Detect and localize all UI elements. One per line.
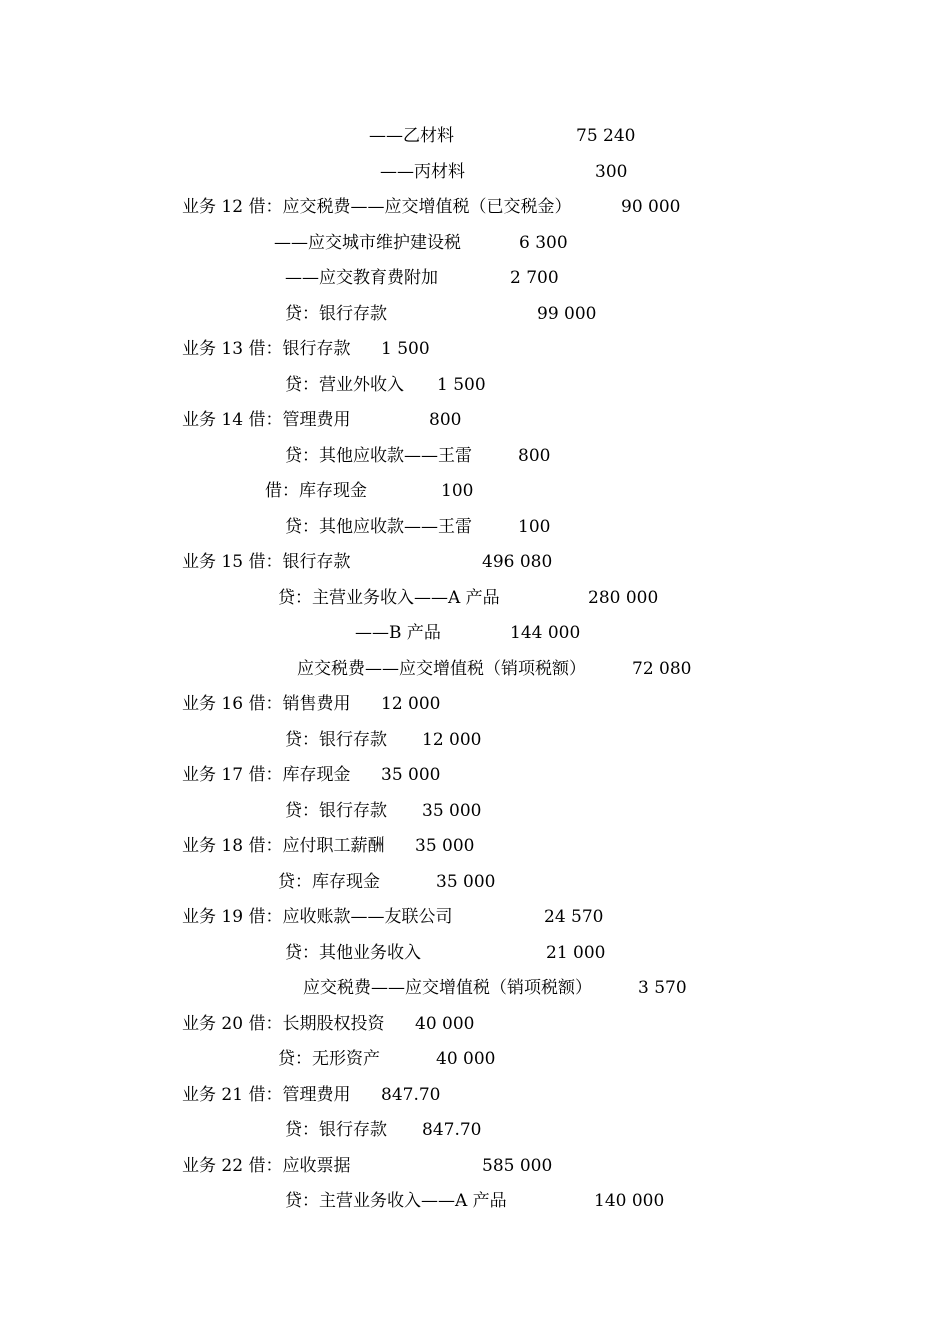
entry-label: 贷：库存现金 [278, 872, 380, 892]
entry-amount: 35 000 [422, 801, 482, 821]
journal-line [0, 263, 950, 293]
entry-amount: 35 000 [415, 836, 475, 856]
entry-label: 贷：其他业务收入 [285, 943, 421, 963]
entry-amount: 99 000 [537, 304, 597, 324]
entry-label: 业务 12 借：应交税费——应交增值税（已交税金） [182, 197, 572, 217]
journal-line [0, 1044, 950, 1074]
entry-label: 业务 14 借：管理费用 [182, 410, 351, 430]
entry-label: 业务 20 借：长期股权投资 [182, 1014, 385, 1034]
journal-line [0, 831, 950, 861]
entry-amount: 40 000 [415, 1014, 475, 1034]
entry-label: 业务 21 借：管理费用 [182, 1085, 351, 1105]
entry-label: 贷：银行存款 [285, 1120, 387, 1140]
entry-label: 贷：主营业务收入——A 产品 [285, 1191, 507, 1211]
entry-amount: 12 000 [381, 694, 441, 714]
journal-line [0, 796, 950, 826]
journal-line [0, 405, 950, 435]
entry-label: ——B 产品 [355, 623, 441, 643]
entry-label: 业务 22 借：应收票据 [182, 1156, 351, 1176]
entry-label: 业务 19 借：应收账款——友联公司 [182, 907, 453, 927]
entry-label: 应交税费——应交增值税（销项税额） [297, 659, 586, 679]
entry-label: 业务 16 借：销售费用 [182, 694, 351, 714]
journal-line [0, 441, 950, 471]
journal-line [0, 228, 950, 258]
entry-amount: 6 300 [519, 233, 568, 253]
entry-amount: 12 000 [422, 730, 482, 750]
entry-amount: 72 080 [632, 659, 692, 679]
journal-line [0, 654, 950, 684]
journal-line [0, 938, 950, 968]
entry-amount: 100 [441, 481, 474, 501]
entry-label: 贷：银行存款 [285, 730, 387, 750]
journal-line [0, 1080, 950, 1110]
entry-amount: 847.70 [422, 1120, 482, 1140]
entry-amount: 90 000 [621, 197, 681, 217]
entry-amount: 140 000 [594, 1191, 665, 1211]
entry-label: 贷：无形资产 [278, 1049, 380, 1069]
journal-line [0, 512, 950, 542]
entry-label: 贷：银行存款 [285, 304, 387, 324]
entry-amount: 35 000 [381, 765, 441, 785]
journal-line [0, 334, 950, 364]
journal-line [0, 1009, 950, 1039]
journal-line [0, 760, 950, 790]
entry-amount: 100 [518, 517, 551, 537]
entry-label: 贷：其他应收款——王雷 [285, 446, 472, 466]
entry-label: 应交税费——应交增值税（销项税额） [303, 978, 592, 998]
entry-label: 借：库存现金 [265, 481, 367, 501]
journal-line [0, 476, 950, 506]
entry-amount: 35 000 [436, 872, 496, 892]
journal-line [0, 192, 950, 222]
entry-label: 贷：主营业务收入——A 产品 [278, 588, 500, 608]
entry-amount: 40 000 [436, 1049, 496, 1069]
entry-amount: 75 240 [576, 126, 636, 146]
entry-label: 贷：银行存款 [285, 801, 387, 821]
journal-line [0, 1151, 950, 1181]
journal-line [0, 121, 950, 151]
journal-line [0, 618, 950, 648]
journal-line [0, 157, 950, 187]
entry-label: 业务 17 借：库存现金 [182, 765, 351, 785]
journal-line [0, 689, 950, 719]
entry-label: 业务 15 借：银行存款 [182, 552, 351, 572]
journal-line [0, 973, 950, 1003]
entry-amount: 800 [429, 410, 462, 430]
entry-amount: 2 700 [510, 268, 559, 288]
journal-line [0, 370, 950, 400]
entry-amount: 144 000 [510, 623, 581, 643]
entry-label: ——应交教育费附加 [285, 268, 438, 288]
entry-label: 业务 13 借：银行存款 [182, 339, 351, 359]
journal-line [0, 1115, 950, 1145]
entry-label: ——乙材料 [369, 126, 454, 146]
entry-amount: 847.70 [381, 1085, 441, 1105]
entry-amount: 585 000 [482, 1156, 553, 1176]
journal-line [0, 902, 950, 932]
entry-label: ——应交城市维护建设税 [274, 233, 461, 253]
journal-line [0, 725, 950, 755]
journal-line [0, 299, 950, 329]
entry-amount: 800 [518, 446, 551, 466]
entry-amount: 24 570 [544, 907, 604, 927]
entry-amount: 280 000 [588, 588, 659, 608]
entry-label: 贷：营业外收入 [285, 375, 404, 395]
entry-amount: 3 570 [638, 978, 687, 998]
journal-line [0, 583, 950, 613]
entry-amount: 496 080 [482, 552, 553, 572]
entry-amount: 1 500 [381, 339, 430, 359]
entry-amount: 300 [595, 162, 628, 182]
entry-label: 贷：其他应收款——王雷 [285, 517, 472, 537]
entry-amount: 1 500 [437, 375, 486, 395]
journal-line [0, 547, 950, 577]
entry-label: 业务 18 借：应付职工薪酬 [182, 836, 385, 856]
entry-amount: 21 000 [546, 943, 606, 963]
journal-line [0, 867, 950, 897]
journal-line [0, 1186, 950, 1216]
entry-label: ——丙材料 [380, 162, 465, 182]
